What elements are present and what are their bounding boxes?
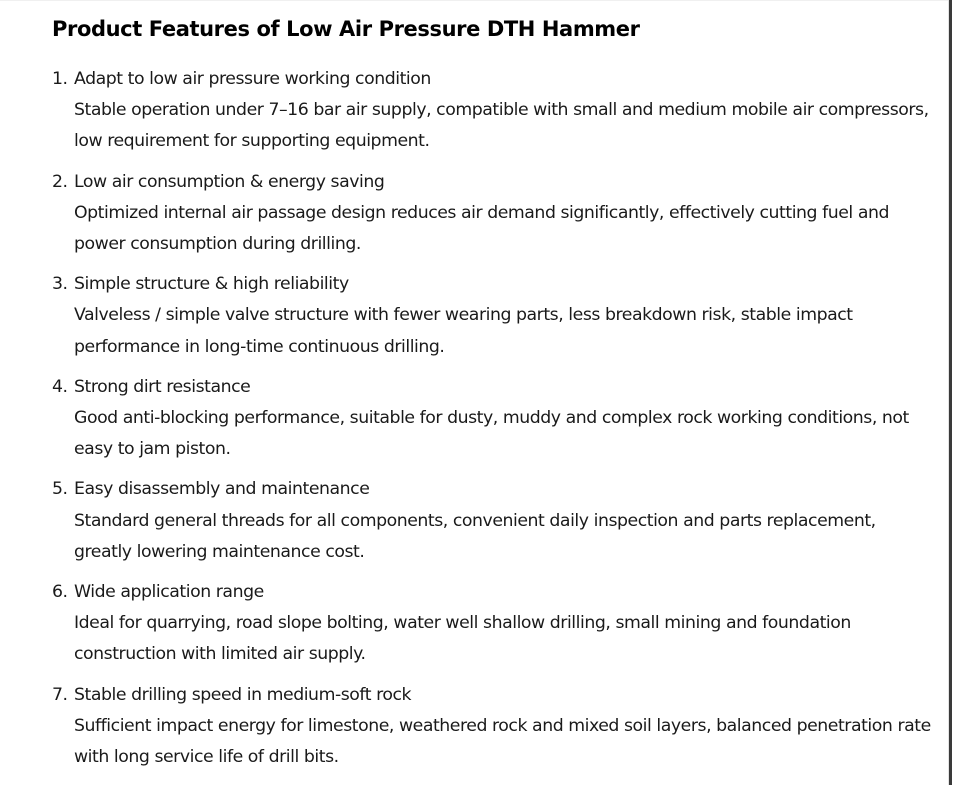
feature-item-4 [52,372,932,466]
feature-number: 2. [52,171,68,192]
feature-heading: Low air consumption & energy saving [74,171,385,192]
page-title: Product Features of Low Air Pressure DTH Hammer [52,17,640,41]
window-edge [948,0,956,785]
feature-number: 1. [52,69,68,89]
feature-description: Sufficient impact energy for limestone, weathered rock and mixed soil layers, balanced penetration rate with long service life of drill bits. [74,715,931,768]
feature-description: Stable operation under 7–16 bar air supply, compatible with small and medium mobile air compressors, low requirement for supporting equipment. [74,100,929,152]
feature-item-6 [52,577,932,671]
feature-description: Valveless / simple valve structure with fewer wearing parts, less breakdown risk, stable impact performance in long-time continuous drilling. [74,305,853,357]
feature-number: 7. [52,684,68,705]
feature-item-1 [52,64,932,158]
feature-heading: Easy disassembly and maintenance [74,479,370,500]
feature-heading: Wide application range [74,582,264,603]
feature-description: Good anti-blocking performance, suitable for dusty, muddy and complex rock working conditions, not easy to jam piston. [74,408,909,460]
top-border [0,0,948,1]
feature-list [52,64,932,782]
feature-number: 4. [52,376,68,397]
feature-description: Ideal for quarrying, road slope bolting, water well shallow drilling, small mining and foundation construction with limited air supply. [74,613,851,665]
feature-number: 6. [52,582,68,603]
feature-heading: Adapt to low air pressure working condition [74,69,431,89]
feature-number: 3. [52,274,68,295]
feature-description: Optimized internal air passage design reduces air demand significantly, effectively cutting fuel and power consumption during drilling. [74,202,889,255]
feature-heading: Simple structure & high reliability [74,274,349,295]
feature-heading: Stable drilling speed in medium-soft rock [74,684,412,705]
feature-item-7 [52,680,932,774]
feature-item-2 [52,167,932,261]
feature-description: Standard general threads for all components, convenient daily inspection and parts replacement, greatly lowering maintenance cost. [74,510,876,562]
feature-item-5 [52,474,932,568]
feature-heading: Strong dirt resistance [74,376,251,397]
feature-number: 5. [52,479,68,500]
feature-item-3 [52,269,932,363]
